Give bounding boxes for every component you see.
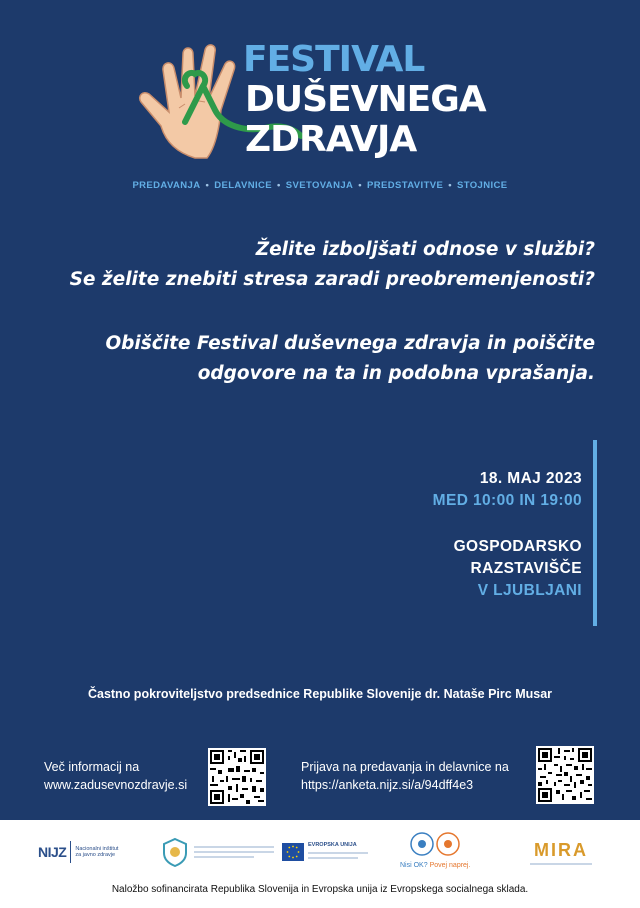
venue-city: V LJUBLJANI — [477, 582, 582, 599]
activity-item: PREDAVANJA — [132, 180, 201, 191]
qr-code-registration[interactable] — [536, 746, 594, 804]
festival-logo — [135, 40, 515, 170]
registration-label: Prijava na predavanja in delavnice na — [301, 760, 509, 774]
qr-code-website[interactable] — [208, 748, 266, 806]
venue-line: GOSPODARSKO — [453, 538, 582, 555]
venue-line: RAZSTAVIŠČE — [470, 560, 582, 577]
partner-logos — [0, 828, 640, 880]
separator-dot: • — [277, 180, 281, 191]
separator-dot: • — [358, 180, 363, 191]
povej-naprej-text: Povej naprej. — [429, 862, 471, 869]
eu-flag-icon — [282, 843, 304, 861]
eu-logo — [282, 828, 368, 876]
activities-list — [0, 180, 640, 191]
accent-divider — [593, 440, 597, 626]
invitation-line: odgovore na ta in podobna vprašanja. — [197, 363, 595, 384]
question-line: Želite izboljšati odnose v službi? — [255, 239, 595, 260]
mira-mark: MIRA — [534, 839, 588, 860]
questions-block — [35, 235, 595, 389]
more-info-label: Več informacij na — [44, 760, 140, 774]
program-emblem-icon — [160, 837, 190, 867]
activity-item: SVETOVANJA — [285, 180, 354, 191]
logo-title-line3: ZDRAVJA — [245, 119, 417, 160]
funding-footer: Naložbo sofinancirata Republika Slovenija in Evropska unija iz Evropskega socialnega sklada. — [111, 884, 529, 895]
mira-logo — [530, 828, 592, 876]
nisi-sam-logo — [400, 828, 470, 876]
logo-title-line2: DUŠEVNEGA — [245, 79, 486, 120]
website-link[interactable]: www.zadusevnozdravje.si — [44, 778, 188, 792]
separator-dot: • — [448, 180, 452, 191]
more-info — [44, 758, 187, 794]
activity-item: PREDSTAVITVE — [367, 180, 444, 191]
invitation-line: Obiščite Festival duševnega zdravja in poiščite — [105, 333, 595, 354]
registration-link[interactable]: https://anketa.nijz.si/a/94dff4e3 — [301, 778, 474, 792]
event-details — [433, 468, 582, 602]
registration-info — [301, 758, 509, 794]
event-date: 18. MAJ 2023 — [479, 470, 582, 487]
nijz-logo — [38, 828, 118, 876]
nisi-ok-text: Nisi OK? — [400, 862, 428, 869]
logo-title-line1: FESTIVAL — [243, 39, 425, 80]
separator-dot: • — [205, 180, 210, 191]
event-time: MED 10:00 IN 19:00 — [432, 492, 582, 509]
patronage-text: Častno pokroviteljstvo predsednice Republike Slovenije dr. Nataše Pirc Musar — [87, 687, 553, 701]
program-logo — [160, 828, 274, 876]
nijz-text: Nacionalni inštitut za javno zdravje — [75, 845, 119, 858]
question-line: Se želite znebiti stresa zaradi preobremenjenosti? — [69, 269, 595, 290]
activity-item: DELAVNICE — [214, 180, 273, 191]
eu-text: EVROPSKA UNIJA — [308, 842, 357, 849]
activity-item: STOJNICE — [457, 180, 508, 191]
nijz-mark: NIJZ — [38, 844, 67, 860]
